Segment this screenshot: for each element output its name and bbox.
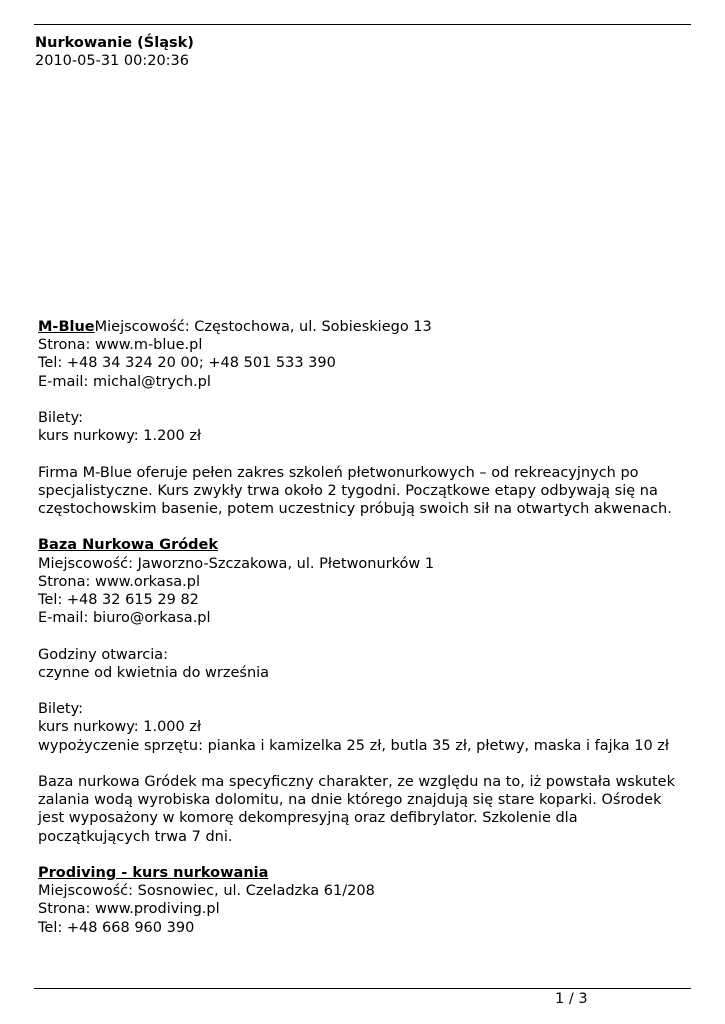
spacer	[38, 846, 698, 864]
spacer	[38, 391, 698, 409]
grodek-description-line: zalania wodą wyrobiska dolomitu, na dnie którego znajdują się stare koparki. Ośrodek	[38, 792, 662, 809]
mblue-description-line: specjalistyczne. Kurs zwykły trwa około 2 tygodni. Początkowe etapy odbywają się na	[38, 482, 658, 499]
mblue-location: Miejscowość: Częstochowa, ul. Sobieskiego 13	[94, 319, 432, 335]
mblue-website: Strona: www.m-blue.pl	[38, 337, 203, 354]
top-rule	[34, 24, 691, 25]
bottom-rule	[34, 988, 691, 989]
spacer	[38, 445, 698, 463]
spacer	[38, 627, 698, 645]
grodek-rental-prices: wypożyczenie sprzętu: pianka i kamizelka 25 zł, butla 35 zł, płetwy, maska i fajka 10 zł	[38, 737, 670, 754]
grodek-description-line: jest wyposażony w komorę dekompresyjną oraz defibrylator. Szkolenie dla	[38, 810, 578, 827]
grodek-name-link[interactable]: Baza Nurkowa Gródek	[38, 537, 219, 554]
mblue-name-link[interactable]: M-Blue	[38, 319, 95, 335]
grodek-email: E-mail: biuro@orkasa.pl	[38, 610, 211, 627]
spacer	[38, 518, 698, 536]
spacer	[38, 682, 698, 700]
mblue-first-line	[38, 318, 698, 336]
page-number: 1 / 3	[555, 991, 588, 1007]
page-title: Nurkowanie (Śląsk)	[35, 35, 194, 51]
mblue-description-line: częstochowskim basenie, potem uczestnicy próbują swoich sił na otwartych akwenach.	[38, 501, 672, 517]
grodek-description-line: początkujących trwa 7 dni.	[38, 828, 233, 845]
grodek-description-line: Baza nurkowa Gródek ma specyficzny charakter, ze względu na to, iż powstała wskutek	[38, 773, 676, 790]
mblue-email: E-mail: michal@trych.pl	[38, 373, 211, 390]
grodek-tickets-label: Bilety:	[38, 701, 84, 718]
mblue-course-price: kurs nurkowy: 1.200 zł	[38, 428, 202, 445]
article-body	[38, 318, 698, 937]
prodiving-website: Strona: www.prodiving.pl	[38, 901, 220, 918]
grodek-phone: Tel: +48 32 615 29 82	[38, 592, 199, 608]
grodek-website: Strona: www.orkasa.pl	[38, 573, 200, 590]
prodiving-phone: Tel: +48 668 960 390	[38, 919, 195, 936]
spacer	[38, 755, 698, 773]
grodek-course-price: kurs nurkowy: 1.000 zł	[38, 719, 202, 736]
mblue-description-line: Firma M-Blue oferuje pełen zakres szkoleń płetwonurkowych – od rekreacyjnych po	[38, 464, 639, 481]
page-datetime: 2010-05-31 00:20:36	[35, 53, 189, 69]
grodek-location: Miejscowość: Jaworzno-Szczakowa, ul. Płetwonurków 1	[38, 555, 435, 572]
mblue-phone: Tel: +48 34 324 20 00; +48 501 533 390	[38, 355, 336, 372]
prodiving-name-link[interactable]: Prodiving - kurs nurkowania	[38, 864, 269, 881]
prodiving-location: Miejscowość: Sosnowiec, ul. Czeladzka 61/208	[38, 883, 375, 900]
mblue-tickets-label: Bilety:	[38, 410, 84, 426]
grodek-hours: czynne od kwietnia do września	[38, 664, 270, 681]
grodek-hours-label: Godziny otwarcia:	[38, 646, 169, 663]
page-header	[35, 34, 194, 70]
